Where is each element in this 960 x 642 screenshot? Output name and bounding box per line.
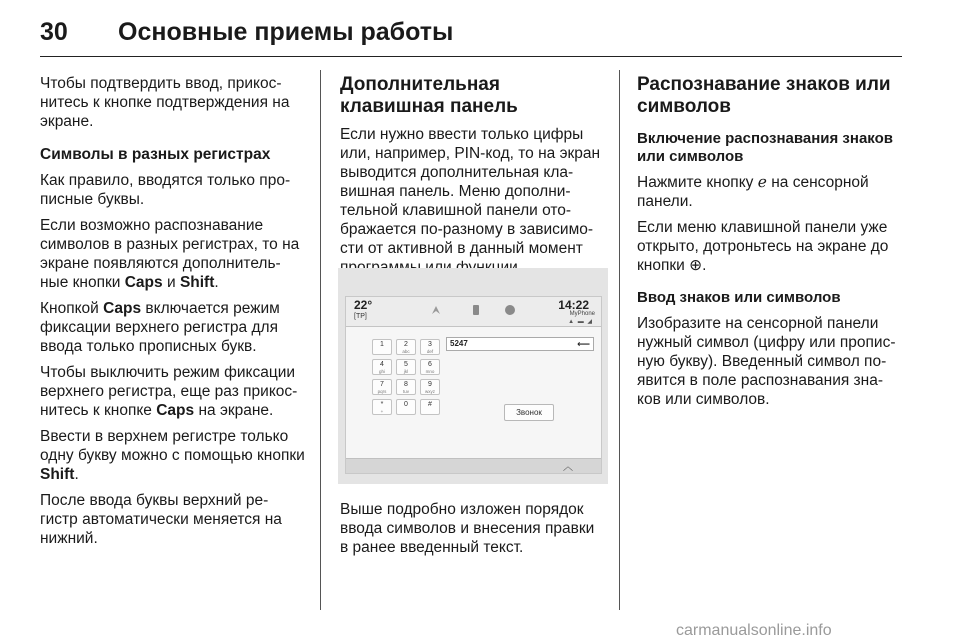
key-letters: + [380,409,384,414]
text: Ввести в верхнем регистре только одну букву можно с помощью кнопки [40,428,305,464]
text: на экране. [198,402,274,419]
caps-label: Caps [156,402,195,419]
column-3 [637,74,903,416]
infotainment-screen [345,296,602,474]
key-digit: 6 [428,361,432,368]
key-letters: abc [402,349,410,354]
grid-icon: ⊕ [689,257,703,274]
key-4[interactable] [372,359,392,375]
key-letters: mno [425,369,435,374]
key-star[interactable] [372,399,392,415]
key-digit: 8 [404,381,408,388]
key-7[interactable] [372,379,392,395]
subheading-input-symbols: Ввод знаков или символов [637,289,841,306]
paragraph-extra-keypad: Если нужно ввести только цифры или, например, PIN-код, то на экран выводится дополнительная кла- вишная панель. Меню дополни- тельной клавишной панели ото- бражается по-разному в зависимо- сти от активной в данный момент [340,126,601,257]
shift-label: Shift [40,466,75,483]
text: Кнопкой [40,300,99,317]
phone-icon [470,304,482,316]
shift-label: Shift [179,274,215,291]
subheading-case: Символы в разных регистрах [40,146,271,163]
key-letters: jkl [403,369,409,374]
text: включается режим фиксации верхнего регистра для ввода только прописных букв. [40,300,280,355]
key-letters: wxyz [425,389,435,394]
text: на сенсорной панели. [637,174,869,210]
entry-value: 5247 [450,339,468,348]
clock: 14:22 [558,298,589,312]
key-8[interactable] [396,379,416,395]
key-letters: tuv [402,389,409,394]
column-1 [40,74,306,555]
caps-label: Caps [124,274,163,291]
paragraph-single-upper: Ввести в верхнем регистре только одну букву можно с помощью кнопки Shift. [40,428,305,483]
paragraph-uppercase: Как правило, вводятся только про- писные буквы. [40,172,291,208]
key-3[interactable] [420,339,440,355]
key-9[interactable] [420,379,440,395]
navigation-icon [430,304,442,316]
paragraph-press-button [637,173,903,211]
column-2 [340,74,606,284]
intro-paragraph: Чтобы подтвердить ввод, прикос- нитесь к кнопке подтверждения на экране. [40,75,290,130]
paragraph-extra-buttons: Если возможно распознавание символов в разных регистрах, то на экране появляются дополнитель- ные кнопки Caps и Shift. [40,217,300,291]
key-5[interactable] [396,359,416,375]
number-entry-field[interactable] [446,337,594,351]
heading-recognition: Распознавание знаков или символов [637,74,891,117]
key-digit: 3 [428,341,432,348]
column-divider-1 [320,70,321,610]
page-header [40,14,900,54]
key-letters: pqrs [377,389,387,394]
apps-icon [504,304,516,316]
text: . [702,257,707,274]
key-digit: 4 [380,361,384,368]
text: Чтобы выключить режим фиксации верхнего регистра, еще раз прикос- нитесь к кнопке [40,364,298,419]
key-letters: def [426,349,434,354]
key-letters: ghi [378,369,385,374]
header-divider [40,56,902,57]
key-2[interactable] [396,339,416,355]
temperature: 22° [354,298,373,312]
key-6[interactable] [420,359,440,375]
paragraph-auto-lower: После ввода буквы верхний ре- гистр автоматически меняется на нижний. [40,492,282,547]
key-digit: 2 [404,341,408,348]
paragraph-draw-symbol: Изобразите на сенсорной панели нужный символ (цифру или пропис- ную букву). Введенный символ по- явится в поле распознавания зна- ков или символов. [637,315,896,408]
caps-label: Caps [103,300,142,317]
chevron-up-icon[interactable]: ︿ [563,462,573,473]
column-divider-2 [619,70,620,610]
watermark: carmanualsonline.info [676,622,832,639]
page-title: Основные приемы работы [118,18,454,46]
text: Нажмите кнопку [637,174,754,191]
text: и [166,274,176,291]
keypad-screenshot [338,268,608,484]
key-digit: 0 [404,401,408,408]
paragraph-see-above: Выше подробно изложен порядок ввода символов и внесения правки в ранее введенный текст. [340,501,595,556]
paragraph-caps-off [40,363,306,420]
device-name: MyPhone [569,311,595,317]
page-number: 30 [40,18,68,46]
call-button[interactable]: Звонок [504,404,554,421]
text: Если возможно распознавание символов в разных регистрах, то на экране появляются дополнитель- ные кнопки [40,217,300,291]
key-digit: 1 [380,341,384,348]
key-hash[interactable] [420,399,440,415]
handwriting-icon: ℯ [757,174,767,191]
backspace-icon[interactable]: ⟵ [577,339,590,349]
signal-battery-icon: ▲ ▬ ◢ [568,319,593,325]
key-digit: # [428,401,432,408]
paragraph-caps-mode [40,299,306,356]
key-1[interactable] [372,339,392,355]
heading-extra-keypad: Дополнительная клавишная панель [340,74,518,117]
subheading-enable-recognition: Включение распознавания знаков или символов [637,130,893,165]
column-2-bottom [340,500,606,564]
key-0[interactable] [396,399,416,415]
status-bar [346,297,601,327]
text: Если меню клавишной панели уже открыто, дотроньтесь на экране до кнопки [637,219,889,274]
key-digit: 5 [404,361,408,368]
key-digit: * [380,401,384,408]
key-digit: 9 [428,381,432,388]
key-digit: 7 [380,381,384,388]
tp-indicator: [TP] [354,313,367,320]
collapse-bar[interactable] [346,458,601,473]
paragraph-touch-button [637,218,903,275]
